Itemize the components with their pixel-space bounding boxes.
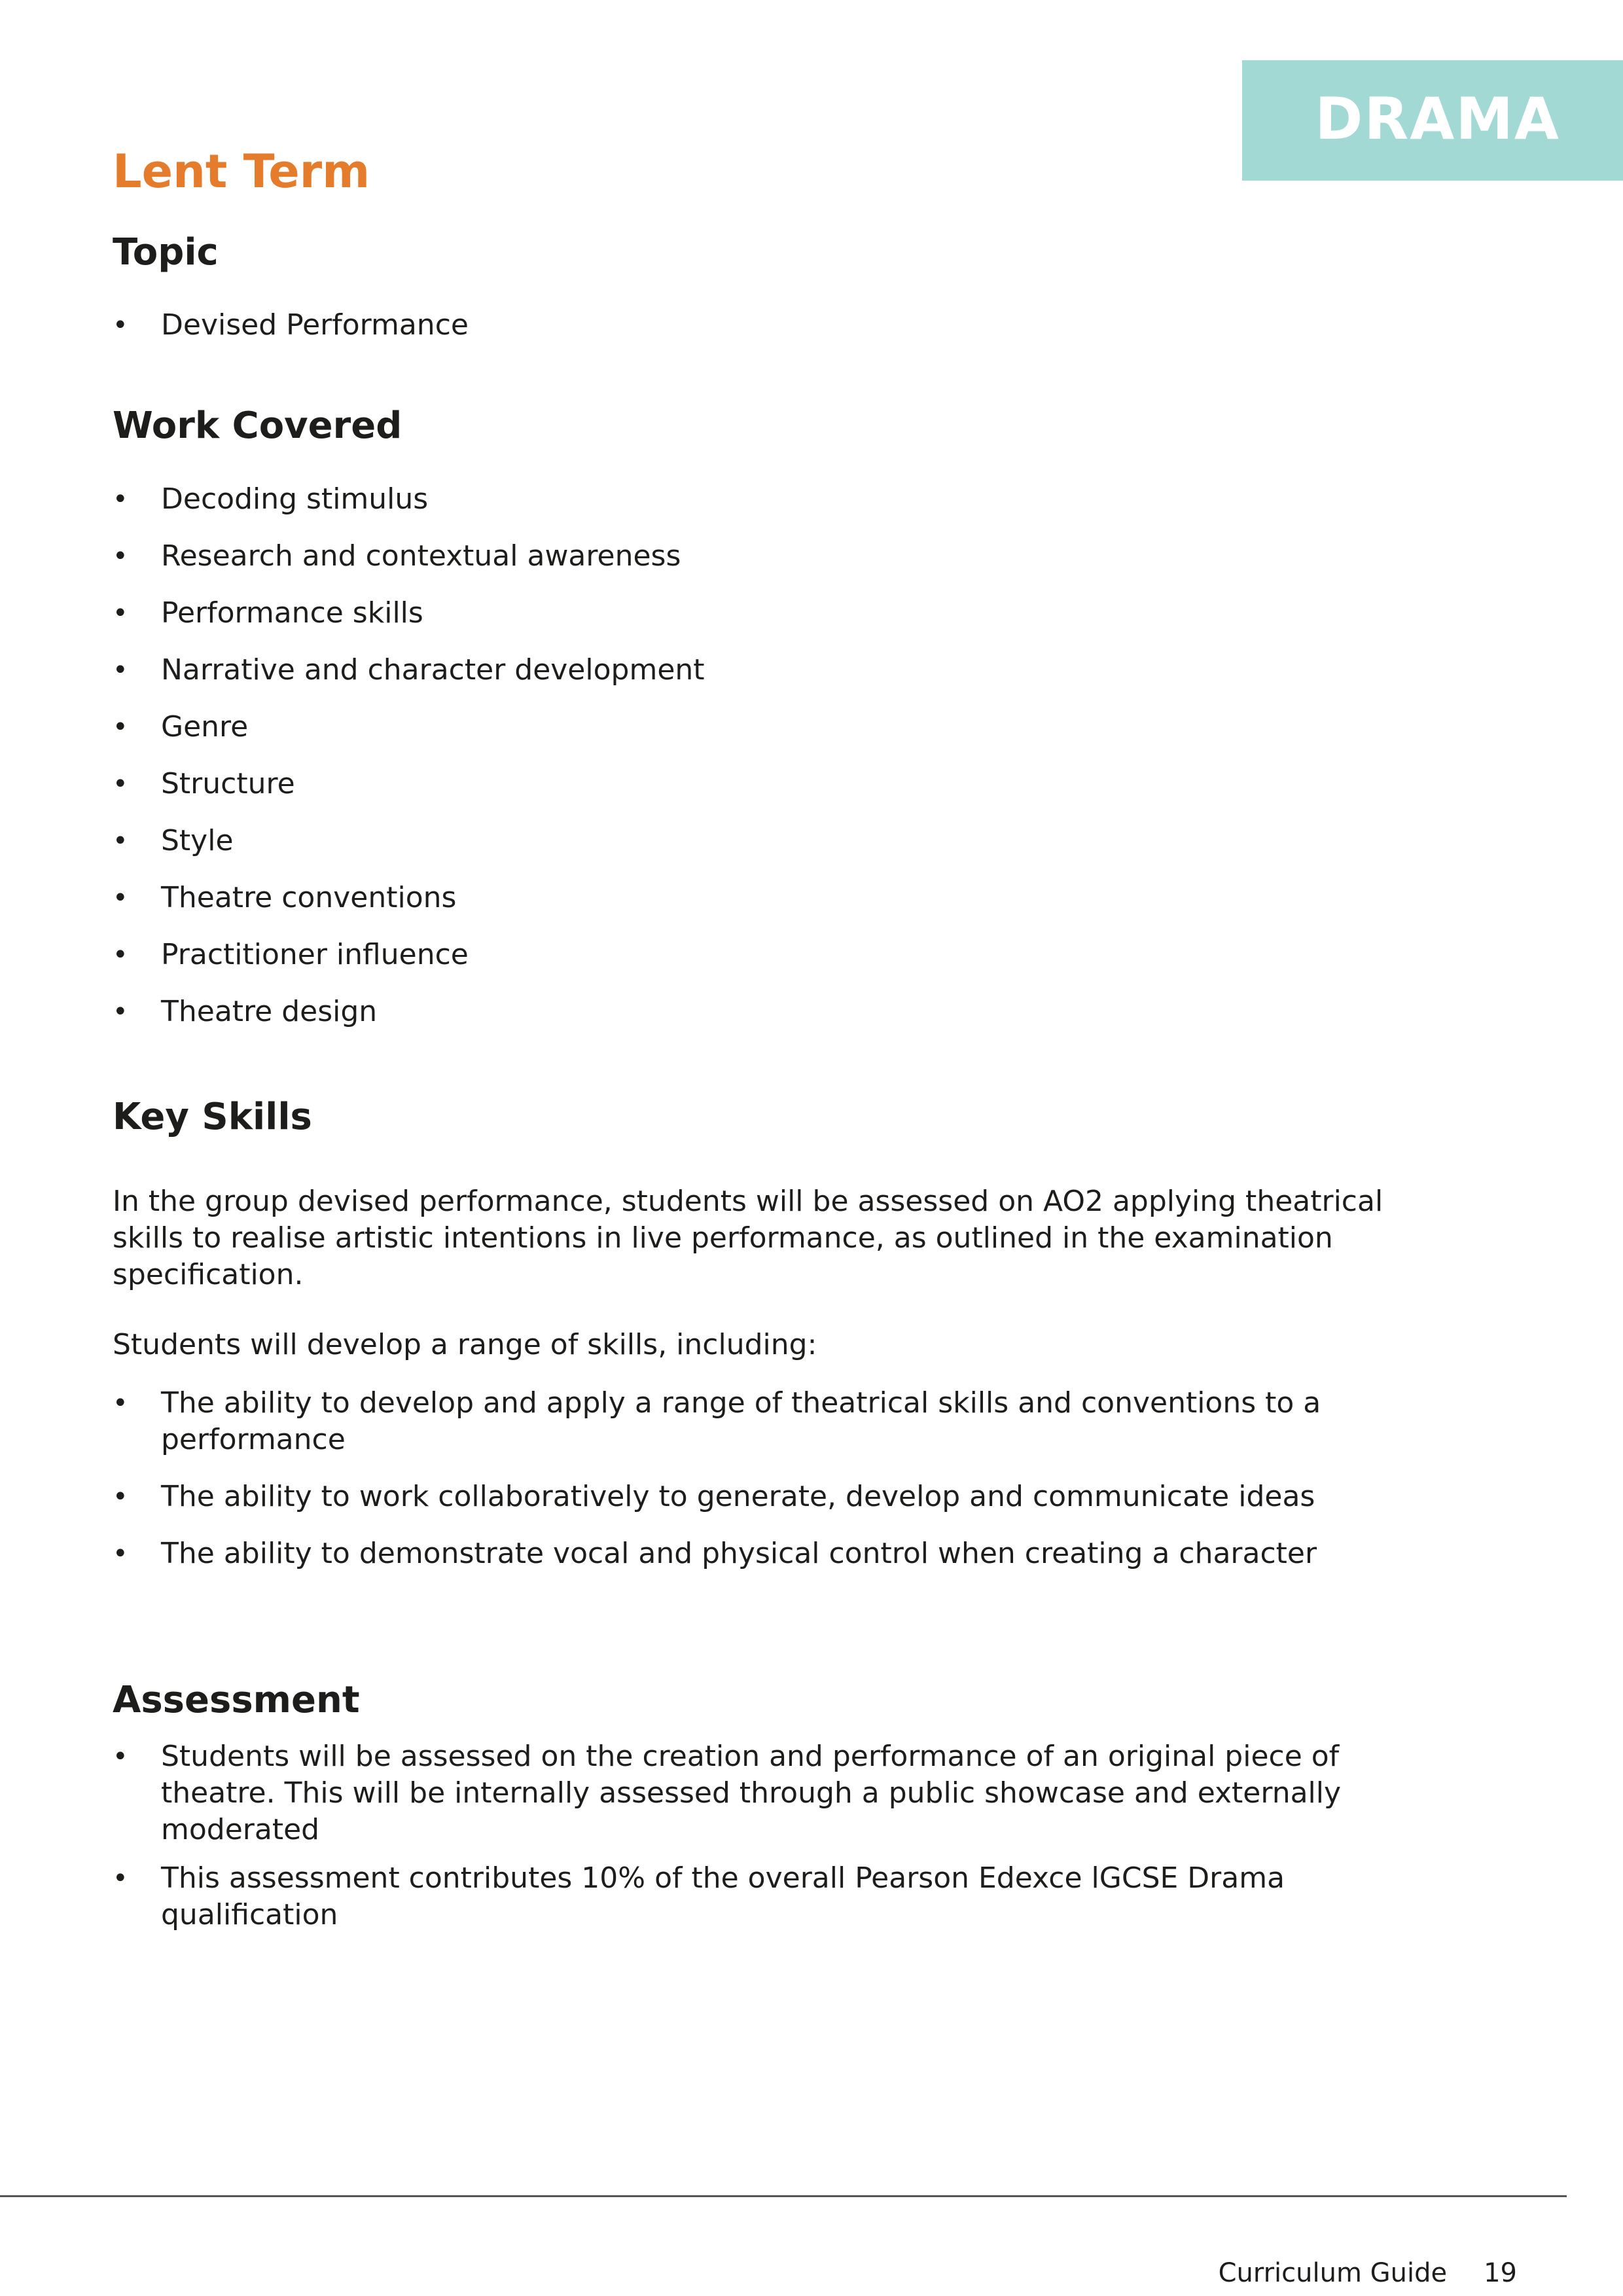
subject-tab: [1242, 60, 1623, 181]
list-item: • Genre: [113, 709, 1395, 745]
intro-line: skills to realise artistic intentions in live performance, as outlined in the examination: [113, 1221, 1333, 1255]
footer: [1219, 2258, 1517, 2288]
assessment-list: [113, 1738, 1395, 1933]
work-covered-list: [113, 481, 1395, 1050]
list-item: • Devised Performance: [113, 307, 1395, 344]
list-item: • Students will be assessed on the creation and performance of an original piece of theatre. This will be internally assessed through a public showcase and externally moderated: [113, 1738, 1391, 1848]
assessment-heading: Assessment: [113, 1679, 360, 1721]
list-item: • The ability to develop and apply a range of theatrical skills and conventions to a performance: [113, 1385, 1326, 1458]
key-skills-lead: Students will develop a range of skills, including:: [113, 1328, 817, 1361]
list-item: • This assessment contributes 10% of the overall Pearson Edexce lGCSE Drama qualification: [113, 1860, 1326, 1933]
intro-line: specification.: [113, 1258, 304, 1291]
list-item: • Practitioner influence: [113, 937, 1395, 973]
topic-list: [113, 307, 1395, 344]
topic-heading: Topic: [113, 231, 219, 274]
footer-label: Curriculum Guide: [1218, 2258, 1448, 2288]
intro-line: In the group devised performance, students will be assessed on AO2 applying theatrical: [113, 1185, 1383, 1218]
term-title: Lent Term: [113, 145, 370, 198]
key-skills-intro: [113, 1183, 1395, 1293]
list-item: • Structure: [113, 766, 1395, 802]
list-item: • The ability to demonstrate vocal and physical control when creating a character: [113, 1535, 1356, 1572]
key-skills-list: [113, 1385, 1356, 1592]
subject-tab-label: DRAMA: [1315, 84, 1560, 152]
list-item: • Theatre design: [113, 994, 1395, 1030]
list-item: • Research and contextual awareness: [113, 538, 1395, 575]
list-item: • Style: [113, 823, 1395, 859]
work-covered-heading: Work Covered: [113, 404, 402, 447]
footer-divider: [0, 2195, 1567, 2197]
list-item: • Theatre conventions: [113, 880, 1395, 916]
list-item: • Decoding stimulus: [113, 481, 1395, 518]
list-item: • The ability to work collaboratively to generate, develop and communicate ideas: [113, 1479, 1356, 1515]
page-number: 19: [1484, 2258, 1517, 2288]
list-item: • Performance skills: [113, 595, 1395, 632]
list-item: • Narrative and character development: [113, 652, 1395, 689]
key-skills-heading: Key Skills: [113, 1096, 312, 1138]
